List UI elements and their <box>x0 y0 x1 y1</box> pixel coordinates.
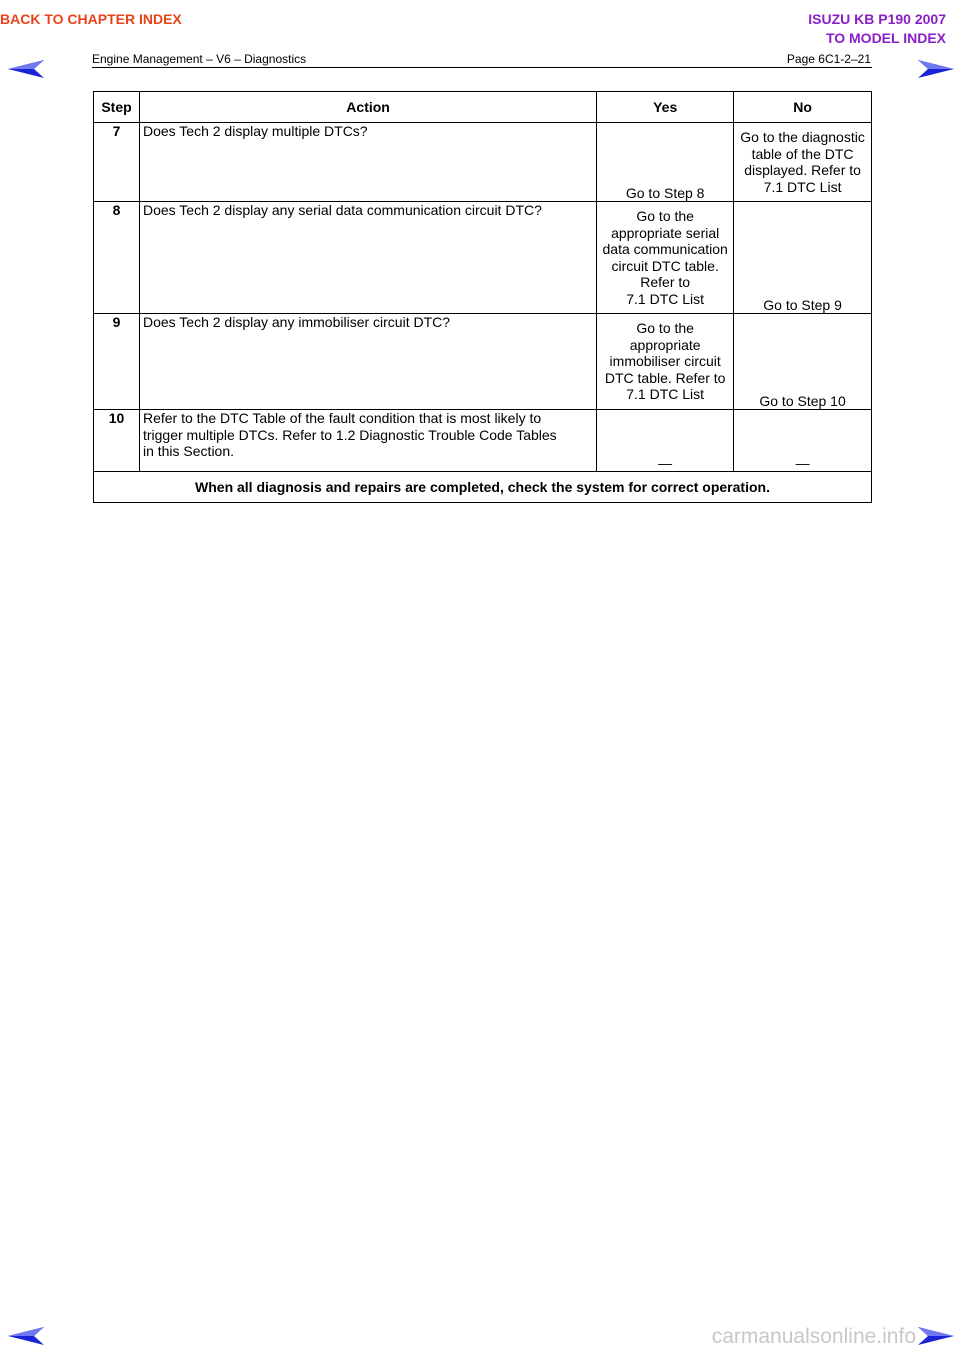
column-header-no: No <box>734 92 872 123</box>
table-row <box>94 410 872 472</box>
column-header-step: Step <box>94 92 140 123</box>
table-row <box>94 123 872 202</box>
step-number: 8 <box>94 202 140 314</box>
no-cell: Go to Step 9 <box>734 202 872 314</box>
back-to-chapter-index-link[interactable]: BACK TO CHAPTER INDEX <box>0 11 182 27</box>
yes-cell: Go to the appropriate serial data communication circuit DTC table. Refer to 7.1 DTC List <box>597 202 734 314</box>
no-cell: — <box>734 410 872 472</box>
yes-cell: Go to Step 8 <box>597 123 734 202</box>
table-row <box>94 314 872 410</box>
action-cell: Does Tech 2 display multiple DTCs? <box>139 123 596 202</box>
step-number: 10 <box>94 410 140 472</box>
page-number: Page 6C1-2–21 <box>786 52 871 66</box>
no-cell: Go to Step 10 <box>734 314 872 410</box>
column-header-action: Action <box>139 92 596 123</box>
step-number: 7 <box>94 123 140 202</box>
step-number: 9 <box>94 314 140 410</box>
action-cell: Does Tech 2 display any serial data communication circuit DTC? <box>139 202 596 314</box>
column-header-yes: Yes <box>597 92 734 123</box>
arrow-left-icon[interactable] <box>6 58 46 80</box>
model-index-link[interactable]: TO MODEL INDEX <box>825 30 946 46</box>
arrow-right-icon[interactable] <box>916 58 956 80</box>
table-row <box>94 202 872 314</box>
table-footer-row <box>94 472 872 503</box>
no-cell: Go to the diagnostic table of the DTC displayed. Refer to 7.1 DTC List <box>734 123 872 202</box>
yes-cell: — <box>597 410 734 472</box>
action-cell: Refer to the DTC Table of the fault condition that is most likely to trigger multiple DTCs. Refer to 1.2 Diagnostic Trouble Code Tables in this Section. <box>139 410 596 472</box>
completion-note: When all diagnosis and repairs are completed, check the system for correct operation. <box>94 472 872 503</box>
action-cell: Does Tech 2 display any immobiliser circuit DTC? <box>139 314 596 410</box>
model-title-link[interactable]: ISUZU KB P190 2007 <box>808 11 946 27</box>
yes-cell: Go to the appropriate immobiliser circuit DTC table. Refer to 7.1 DTC List <box>597 314 734 410</box>
watermark: carmanualsonline.info <box>711 1325 916 1348</box>
table-header-row <box>94 92 872 123</box>
arrow-left-icon[interactable] <box>6 1325 46 1347</box>
running-header-title: Engine Management – V6 – Diagnostics <box>92 52 307 66</box>
header-rule <box>92 67 872 68</box>
diagnostic-table <box>93 91 872 503</box>
arrow-right-icon[interactable] <box>916 1325 956 1347</box>
